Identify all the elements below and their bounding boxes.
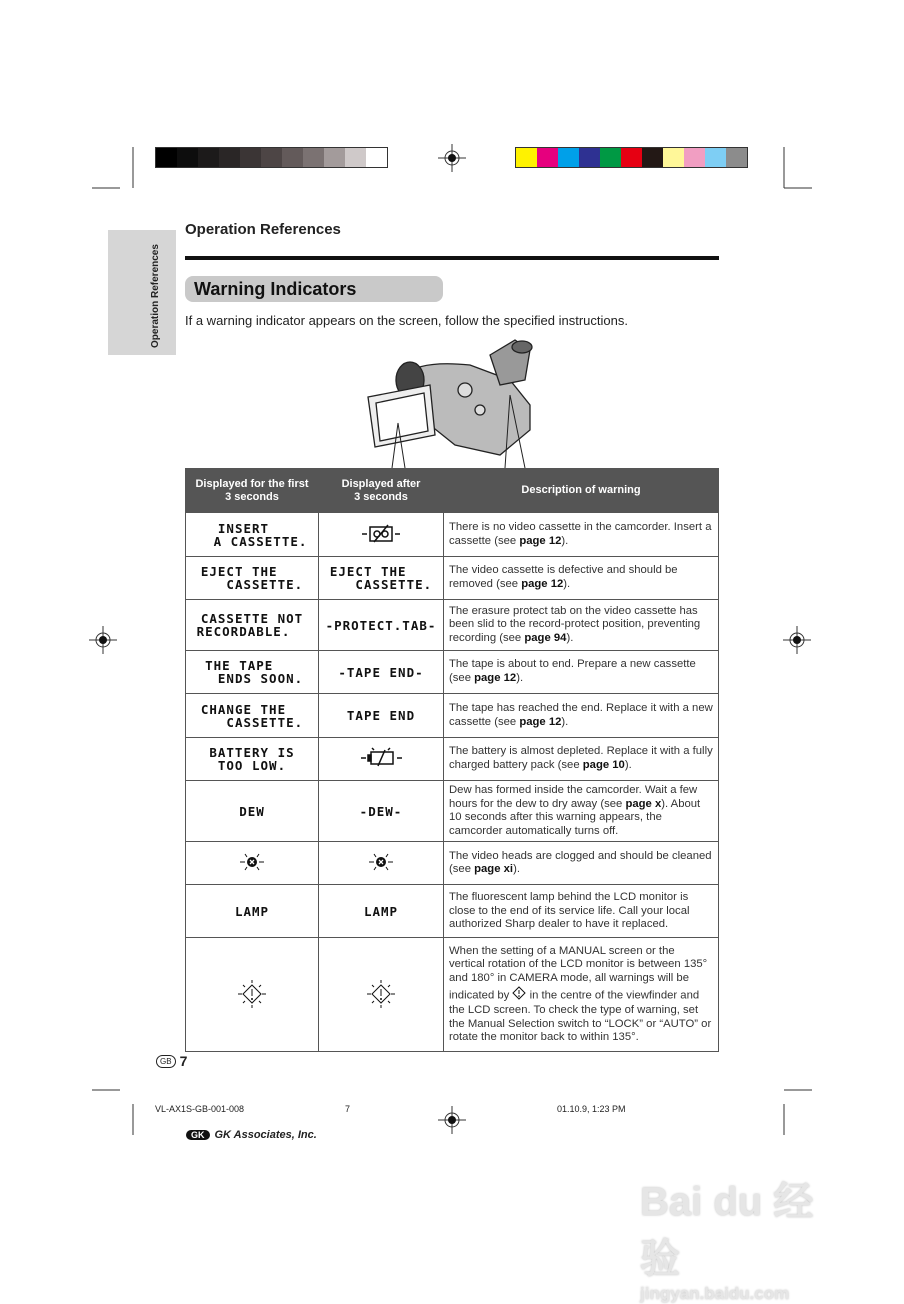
table-row <box>186 651 719 694</box>
warning-diamond-icon <box>512 986 526 1005</box>
table-row <box>186 781 719 842</box>
warning-diamond-icon <box>186 938 319 1052</box>
company-logo: GK <box>186 1130 210 1140</box>
table-row <box>186 600 719 651</box>
first-display: INSERT A CASSETTE. <box>186 513 319 557</box>
header-first: Displayed for the first 3 seconds <box>186 469 319 513</box>
battery-icon <box>319 738 444 781</box>
warning-description: The fluorescent lamp behind the LCD monitor is close to the end of its service life. Call your local authorized Sharp dealer to have it replaced. <box>444 885 719 938</box>
first-display: DEW <box>186 781 319 842</box>
footer-page: 7 <box>345 1104 351 1114</box>
header-after: Displayed after 3 seconds <box>319 469 444 513</box>
warning-description: Dew has formed inside the camcorder. Wait a few hours for the dew to dry away (see page x). About 10 seconds after this warning appears, the camcorder automatically turns off. <box>444 781 719 842</box>
page-heading: Warning Indicators <box>185 276 443 302</box>
warning-description: The video heads are clogged and should be cleaned (see page xi). <box>444 842 719 885</box>
table-row <box>186 842 719 885</box>
after-display: TAPE END <box>319 694 444 738</box>
table-header-row <box>186 469 719 513</box>
watermark: Bai du 经验 jingyan.baidu.com <box>640 1180 814 1303</box>
first-display: THE TAPE ENDS SOON. <box>186 651 319 694</box>
table-row <box>186 885 719 938</box>
first-display: CASSETTE NOT RECORDABLE. <box>186 600 319 651</box>
warning-diamond-icon <box>319 938 444 1052</box>
warning-description: The tape is about to end. Prepare a new cassette (see page 12). <box>444 651 719 694</box>
first-display: CHANGE THE CASSETTE. <box>186 694 319 738</box>
intro-text: If a warning indicator appears on the screen, follow the specified instructions. <box>185 313 628 328</box>
first-display: EJECT THE CASSETTE. <box>186 557 319 600</box>
first-display: BATTERY IS TOO LOW. <box>186 738 319 781</box>
first-display: LAMP <box>186 885 319 938</box>
after-display: -DEW- <box>319 781 444 842</box>
table-row <box>186 557 719 600</box>
divider <box>185 256 719 260</box>
head-clog-icon <box>319 842 444 885</box>
company: GK GK Associates, Inc. <box>186 1129 317 1141</box>
table-row <box>186 738 719 781</box>
warning-description: The tape has reached the end. Replace it with a new cassette (see page 12). <box>444 694 719 738</box>
section-title: Operation References <box>185 221 341 238</box>
footer-date: 01.10.9, 1:23 PM <box>557 1104 626 1114</box>
after-display: LAMP <box>319 885 444 938</box>
page-number: GB 7 <box>156 1053 187 1069</box>
after-display: -TAPE END- <box>319 651 444 694</box>
warning-description: The battery is almost depleted. Replace it with a fully charged battery pack (see page 10). <box>444 738 719 781</box>
table-row <box>186 694 719 738</box>
head-clog-icon <box>186 842 319 885</box>
after-display: -PROTECT.TAB- <box>319 600 444 651</box>
warning-description: The video cassette is defective and should be removed (see page 12). <box>444 557 719 600</box>
header-description: Description of warning <box>444 469 719 513</box>
warning-description: When the setting of a MANUAL screen or the vertical rotation of the LCD monitor is between 135° and 180° in CAMERA mode, all warnings will be indicated by in the centre of the viewfinder and the LCD screen. To check the type of warning, set the Manual Selection switch to “LOCK” or “AUTO” or rotate the monitor back to within 135°. <box>444 938 719 1052</box>
after-display: EJECT THE CASSETTE. <box>319 557 444 600</box>
cassette-icon <box>319 513 444 557</box>
table-row <box>186 513 719 557</box>
side-tab: Operation References <box>108 230 176 355</box>
footer-file: VL-AX1S-GB-001-008 <box>155 1104 245 1114</box>
warning-description: The erasure protect tab on the video cassette has been slid to the record-protect position, preventing recording (see page 94). <box>444 600 719 651</box>
warning-description: There is no video cassette in the camcorder. Insert a cassette (see page 12). <box>444 513 719 557</box>
camcorder-illustration <box>360 335 540 470</box>
warning-table <box>185 468 719 1052</box>
table-row <box>186 938 719 1052</box>
